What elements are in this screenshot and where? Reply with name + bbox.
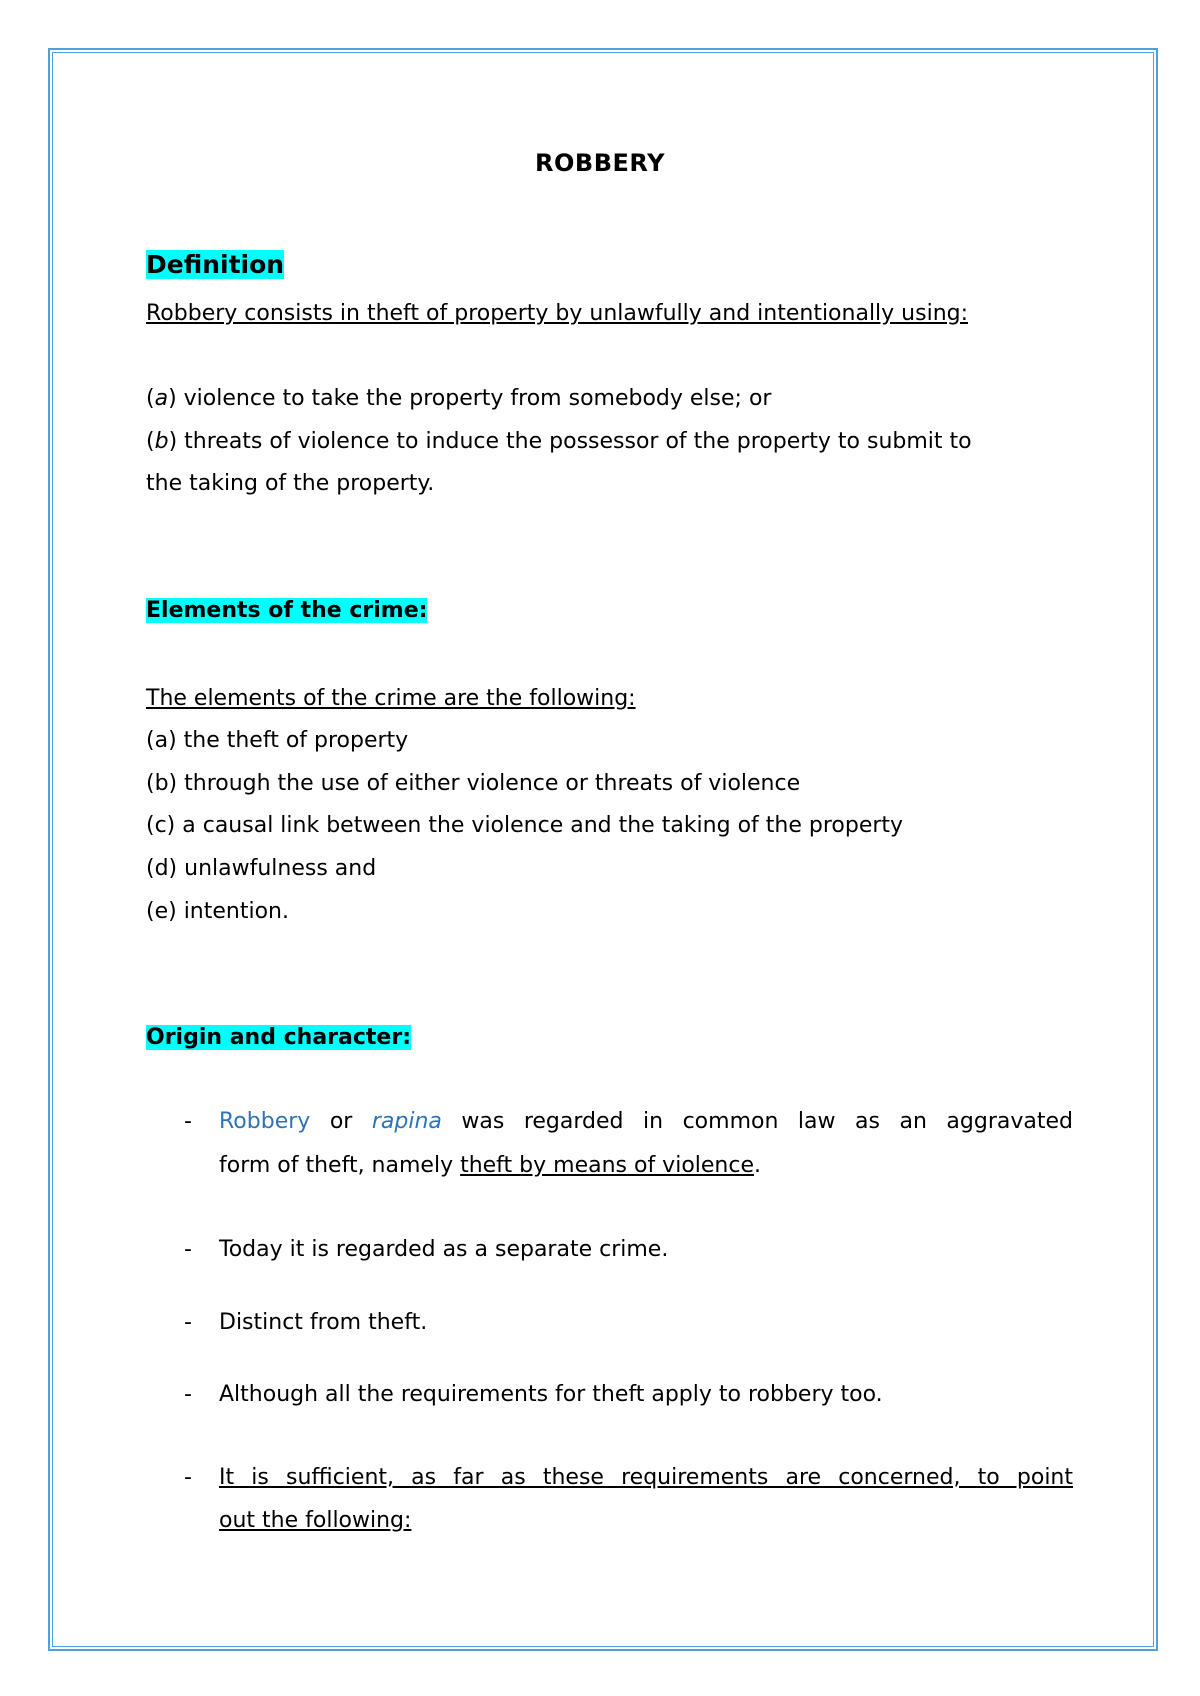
bullet-1-rest: was regarded in common law as an aggravated bbox=[461, 1109, 1073, 1134]
bullet-dash-5: - bbox=[184, 1465, 192, 1490]
elements-intro: The elements of the crime are the following: bbox=[146, 686, 636, 711]
bullet-1-underlined: theft by means of violence bbox=[460, 1153, 754, 1178]
origin-bullet-4: Although all the requirements for theft apply to robbery too. bbox=[219, 1382, 883, 1407]
origin-bullet-2: Today it is regarded as a separate crime. bbox=[219, 1237, 669, 1262]
elements-item-d: (d) unlawfulness and bbox=[146, 856, 377, 881]
origin-bullet-1-line-2 bbox=[219, 1151, 761, 1181]
definition-item-a: (a) violence to take the property from somebody else; or bbox=[146, 386, 772, 411]
definition-heading-text: Definition bbox=[146, 250, 285, 279]
definition-heading bbox=[146, 250, 284, 282]
origin-heading bbox=[146, 1023, 411, 1053]
bullet-1-line-2-pre: form of theft, namely bbox=[219, 1153, 461, 1178]
origin-bullet-5-line-2: out the following: bbox=[219, 1508, 412, 1533]
item-a-text: violence to take the property from somebody else; or bbox=[176, 386, 772, 411]
elements-heading bbox=[146, 596, 427, 626]
item-a-label: a bbox=[154, 386, 169, 411]
origin-bullet-3: Distinct from theft. bbox=[219, 1310, 428, 1335]
elements-item-c: (c) a causal link between the violence and the taking of the property bbox=[146, 813, 904, 838]
item-b-text: threats of violence to induce the possessor of the property to submit to bbox=[177, 429, 972, 454]
rapina-term: rapina bbox=[371, 1109, 442, 1134]
origin-heading-text: Origin and character: bbox=[146, 1025, 411, 1050]
bullet-dash-3: - bbox=[184, 1310, 192, 1335]
bullet-dash-2: - bbox=[184, 1237, 192, 1262]
origin-bullet-5-line-1: It is sufficient, as far as these requirements are concerned, to point bbox=[219, 1465, 1073, 1490]
item-b-label: b bbox=[154, 429, 169, 454]
or-word: or bbox=[329, 1109, 353, 1134]
definition-item-b-cont: the taking of the property. bbox=[146, 471, 435, 496]
elements-item-b: (b) through the use of either violence or threats of violence bbox=[146, 771, 801, 796]
origin-bullet-1-line-1 bbox=[219, 1107, 1073, 1137]
bullet-dash-4: - bbox=[184, 1382, 192, 1407]
elements-heading-text: Elements of the crime: bbox=[146, 598, 428, 623]
bullet-1-period: . bbox=[754, 1153, 761, 1178]
page-title: ROBBERY bbox=[535, 149, 665, 177]
robbery-term: Robbery bbox=[219, 1109, 311, 1134]
bullet-dash-1: - bbox=[184, 1109, 192, 1134]
definition-item-b: (b) threats of violence to induce the possessor of the property to submit to bbox=[146, 429, 972, 454]
definition-intro: Robbery consists in theft of property by unlawfully and intentionally using: bbox=[146, 301, 969, 326]
elements-item-e: (e) intention. bbox=[146, 899, 289, 924]
elements-item-a: (a) the theft of property bbox=[146, 728, 409, 753]
